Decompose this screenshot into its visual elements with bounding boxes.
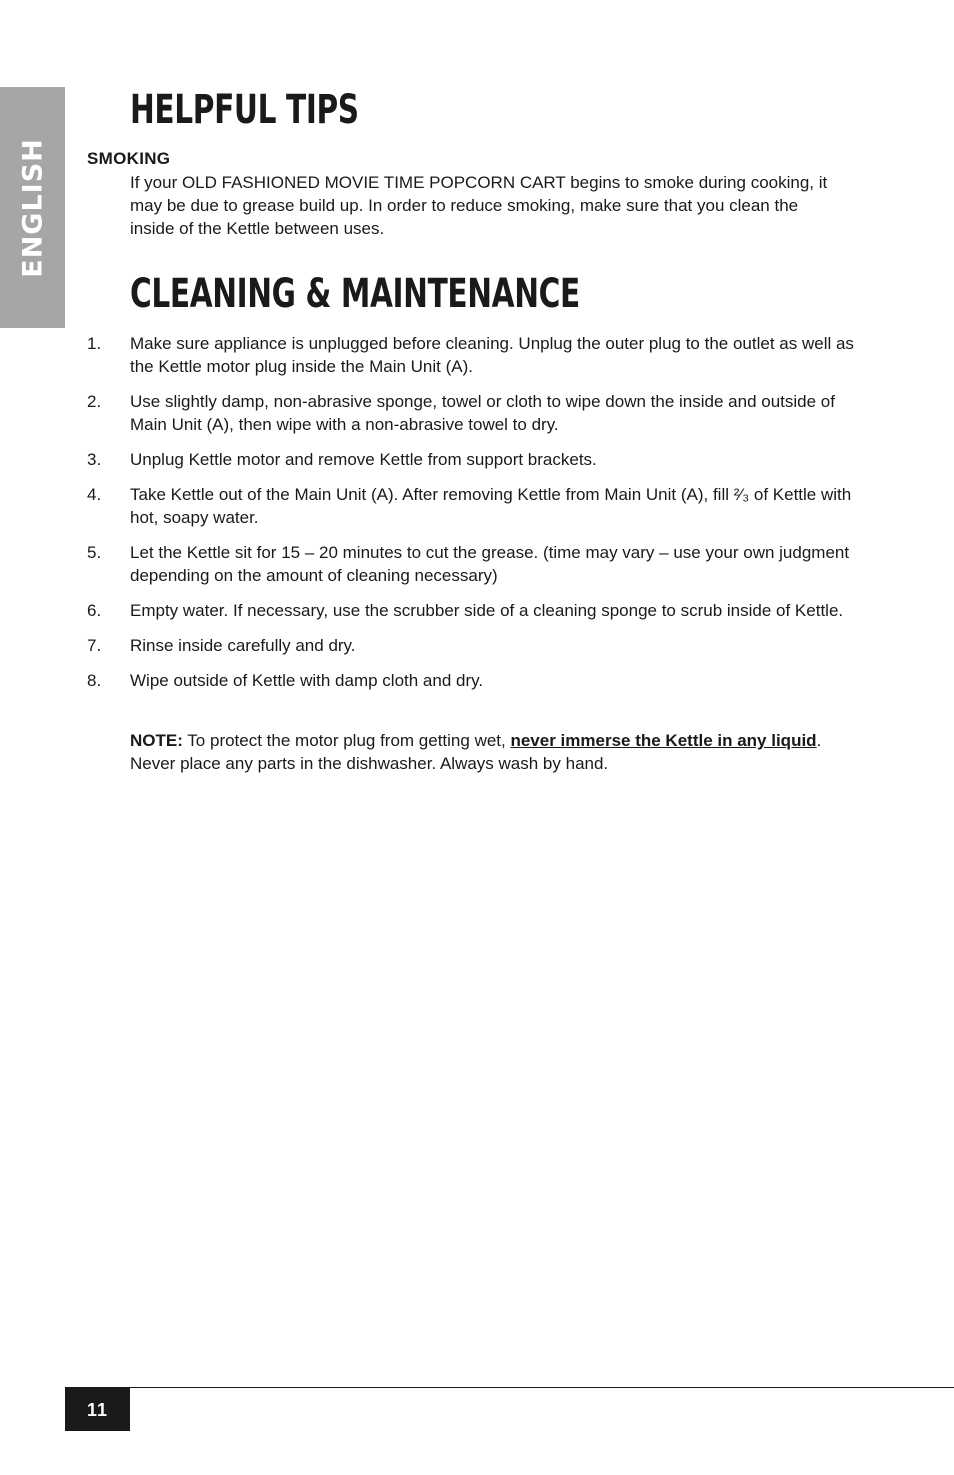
smoking-paragraph: If your OLD FASHIONED MOVIE TIME POPCORN CART begins to smoke during cooking, it may be due to grease build up. In order to reduce smoking, make sure that you clean the inside of the Kettle between uses. [130,173,828,238]
step-text: Take Kettle out of the Main Unit (A). After removing Kettle from Main Unit (A), fill ²⁄₃ of Kettle with hot, soapy water. [130,485,852,527]
cleaning-steps-list [87,332,857,704]
step-text: Use slightly damp, non-abrasive sponge, towel or cloth to wipe down the inside and outside of Main Unit (A), then wipe with a non-abrasive towel to dry. [130,392,835,434]
list-item [87,599,857,622]
step-text: Empty water. If necessary, use the scrubber side of a cleaning sponge to scrub inside of Kettle. [130,601,844,620]
note-label: NOTE: [130,731,183,750]
step-number: 2. [87,392,102,411]
step-number: 8. [87,671,102,690]
list-item [87,634,857,657]
note-warning-emphasis: never immerse the Kettle in any liquid [510,731,817,750]
footer-rule [65,1387,954,1388]
cleaning-maintenance-heading: CLEANING & MAINTENANCE [130,271,580,317]
page-number-box [65,1387,130,1431]
step-text: Unplug Kettle motor and remove Kettle from support brackets. [130,450,597,469]
language-tab [0,87,65,328]
list-item [87,448,857,471]
smoking-subheading: SMOKING [87,149,171,168]
list-item [87,332,857,378]
helpful-tips-heading: HELPFUL TIPS [130,87,359,133]
note-text-before: To protect the motor plug from getting wet, [182,731,511,750]
step-number: 6. [87,601,102,620]
step-text: Make sure appliance is unplugged before cleaning. Unplug the outer plug to the outlet as well as the Kettle motor plug inside the Main Unit (A). [130,334,854,376]
step-number: 3. [87,450,102,469]
step-number: 4. [87,485,102,504]
step-number: 1. [87,334,102,353]
step-number: 7. [87,636,102,655]
step-text: Wipe outside of Kettle with damp cloth and dry. [130,671,484,690]
step-text: Rinse inside carefully and dry. [130,636,356,655]
page-number: 11 [86,1400,109,1420]
list-item [87,541,857,587]
list-item [87,390,857,436]
note-text-after: . Never place any parts in the dishwasher. Always wash by hand. [130,731,822,773]
list-item [87,483,857,529]
step-number: 5. [87,543,102,562]
step-text: Let the Kettle sit for 15 – 20 minutes to cut the grease. (time may vary – use your own judgment depending on the amount of cleaning necessary) [130,543,850,585]
language-label: ENGLISH [17,137,48,278]
list-item [87,669,857,692]
cleaning-note [130,729,870,775]
